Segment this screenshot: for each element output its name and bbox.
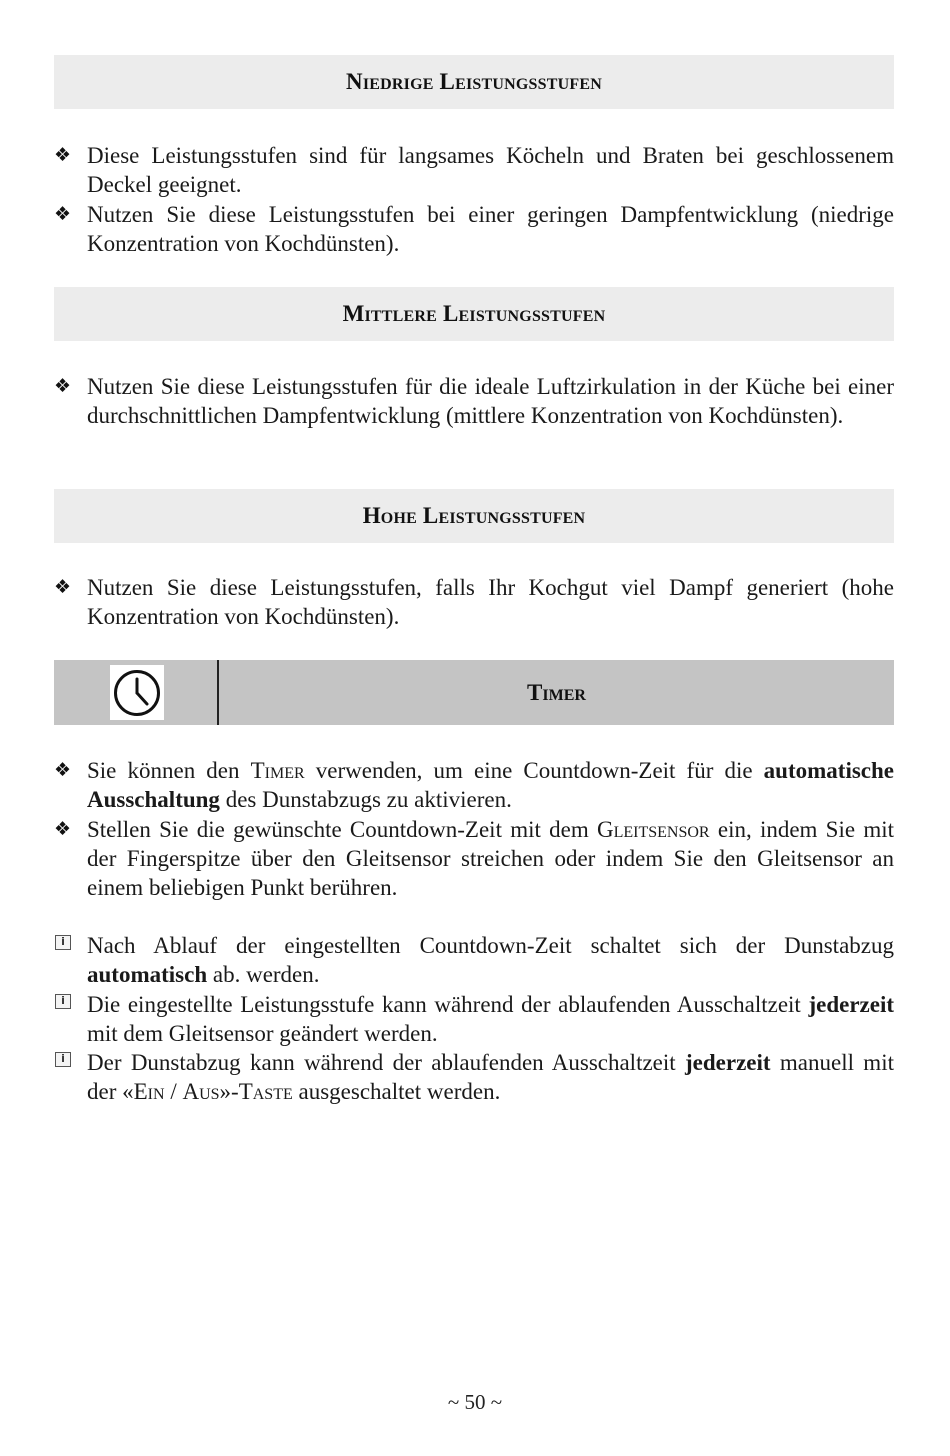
list-item: ❖ Diese Leistungsstufen sind für langsames Köcheln und Braten bei geschlossenem Deckel geeignet. (54, 143, 894, 198)
section-high-list (54, 573, 894, 632)
diamond-bullet-icon: ❖ (54, 202, 72, 225)
info-icon: i (55, 935, 71, 950)
list-item: ❖ Stellen Sie die gewünschte Countdown-Zeit mit dem Gleitsensor ein, indem Sie mit der Fingerspitze über den Gleitsensor streichen oder indem Sie den Gleitsensor an einem beliebigen Punkt berühren. (54, 816, 894, 901)
timer-list (54, 756, 894, 902)
diamond-bullet-icon: ❖ (54, 576, 72, 598)
section-low-list (54, 141, 894, 258)
info-icon: i (55, 994, 71, 1009)
list-item: ❖ Sie können den Timer verwenden, um eine Countdown-Zeit für die automatische Ausschaltung des Dunstabzugs zu aktivieren. (54, 758, 894, 813)
diamond-bullet-icon: ❖ (54, 759, 72, 781)
list-item: ❖ Nutzen Sie diese Leistungsstufen, falls Ihr Kochgut viel Dampf generiert (hohe Konzentration von Kochdünsten). (54, 575, 894, 630)
list-item: ❖ Nutzen Sie diese Leistungsstufen für die ideale Luftzirkulation in der Küche bei einer durchschnittlichen Dampfentwicklung (mittlere Konzentration von Kochdünsten). (54, 374, 894, 429)
page-number: ~ 50 ~ (447, 1390, 503, 1414)
diamond-bullet-icon: ❖ (54, 375, 72, 397)
diamond-bullet-icon: ❖ (54, 144, 72, 166)
info-icon: i (55, 1052, 71, 1067)
section-heading-low: Niedrige Leistungsstufen (54, 55, 894, 109)
list-item: ❖ Nutzen Sie diese Leistungsstufen bei einer geringen Dampfentwicklung (niedrige Konzentration von Kochdünsten). (54, 201, 894, 256)
timer-title: Timer (527, 679, 586, 705)
timer-icon-box (110, 665, 164, 720)
info-note: i Der Dunstabzug kann während der ablaufenden Ausschaltzeit jederzeit manuell mit der «Ein / Aus»-Taste ausgeschaltet werden. (54, 1048, 894, 1107)
section-medium-list (54, 372, 894, 431)
diamond-bullet-icon: ❖ (54, 817, 72, 840)
info-note: i Nach Ablauf der eingestellten Countdown-Zeit schaltet sich der Dunstabzug automatisch ab. werden. (54, 931, 894, 990)
section-heading-medium: Mittlere Leistungsstufen (54, 287, 894, 341)
section-heading-high: Hohe Leistungsstufen (54, 489, 894, 543)
info-note: i Die eingestellte Leistungsstufe kann während der ablaufenden Ausschaltzeit jederzeit mit dem Gleitsensor geändert werden. (54, 990, 894, 1049)
timer-info-list (54, 931, 894, 1107)
clock-icon (112, 668, 162, 718)
